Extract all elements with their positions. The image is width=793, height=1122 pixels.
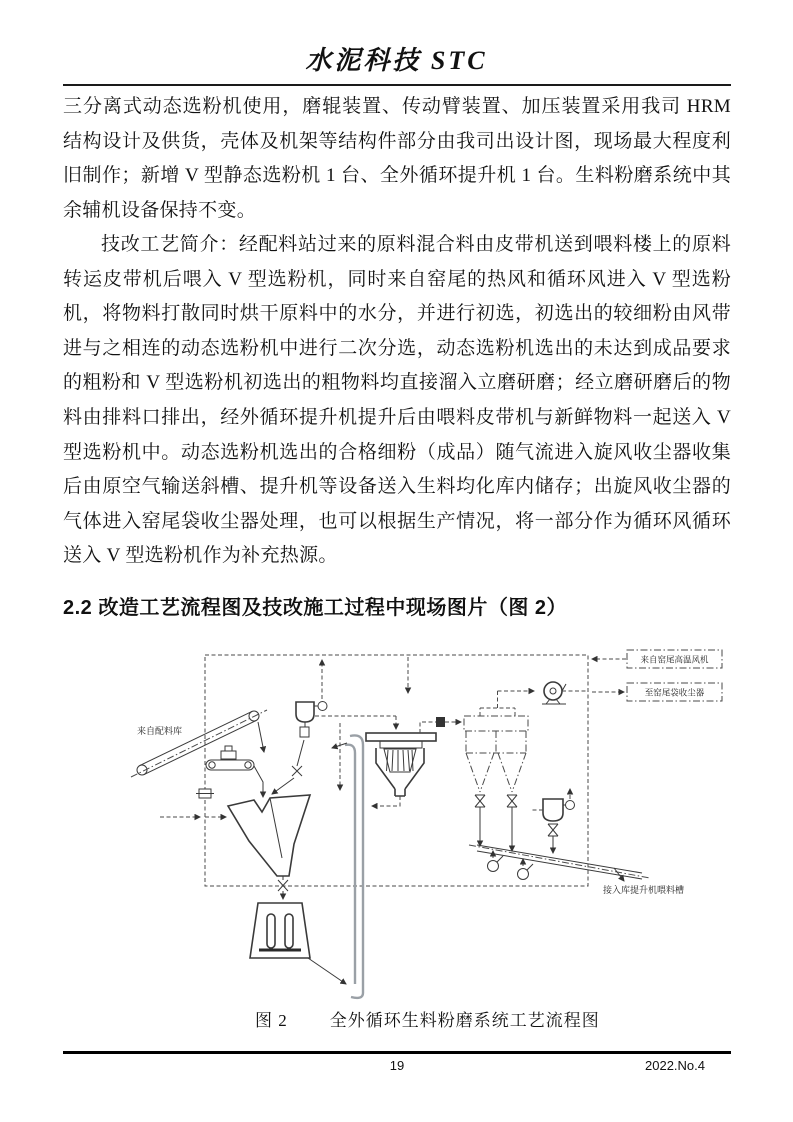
label-from-batching: 来自配料库: [137, 726, 183, 736]
cyclone-collectors: [464, 691, 534, 851]
journal-title: 水泥科技 STC: [305, 46, 488, 75]
slide-feed-hopper: [530, 789, 575, 853]
footer-page-number: 19: [389, 1058, 405, 1073]
vertical-roller-mill: [250, 903, 346, 984]
section-heading: 2.2 改造工艺流程图及技改施工过程中现场图片（图 2）: [63, 597, 568, 619]
label-to-bag-filter: 至窑尾袋收尘器: [644, 687, 705, 698]
process-flow-diagram: [110, 640, 750, 1008]
bucket-elevator: [332, 735, 363, 998]
label-from-kiln-fan: 来自窑尾高温风机: [640, 654, 709, 665]
footer-rule: [63, 1051, 731, 1054]
dynamic-separator: [366, 716, 461, 806]
feed-bin: [272, 702, 327, 795]
label-to-silo-elevator: 接入库提升机喂料槽: [603, 885, 685, 895]
v-separator: [228, 716, 396, 899]
feed-belt-conveyors: [131, 710, 267, 797]
figure-caption-title: 全外循环生料粉磨系统工艺流程图: [329, 1011, 600, 1030]
footer-issue: 2022.No.4: [645, 1058, 705, 1073]
body-paragraph-1: 三分离式动态选粉机使用，磨辊装置、传动臂装置、加压装置采用我司 HRM 结构设计及供货，壳体及机架等结构件部分由我司出设计图，现场最大程度利旧制作；新增 V 型静态选粉机 1 台、全外循环提升机 1 台。生料粉磨系统中其余辅机设备保持不变。: [63, 96, 731, 221]
figure-caption: [255, 1006, 600, 1031]
external-connections: [592, 650, 722, 701]
body-paragraph-2: 技改工艺简介：经配料站过来的原料混合料由皮带机送到喂料楼上的原料转运皮带机后喂入 V 型选粉机，同时来自窑尾的热风和循环风进入 V 型选粉机，将物料打散同时烘干原料中的水分，并进行初选，初选出的较细粉由风带进与之相连的动态选粉机中进行二次分选，动态选粉机选出的未达到成品要求的粗粉和 V 型选粉机初选出的粗物料均直接溜入立磨研磨；经立磨研磨后的物料由排料口排出，经外循环提升机提升后由喂料皮带机与新鲜物料一起送入 V 型选粉机中。动态选粉机选出的合格细粉（成品）随气流进入旋风收尘器收集后由原空气输送斜槽、提升机等设备送入生料均化库内储存；出旋风收尘器的气体进入窑尾袋收尘器处理，也可以根据生产情况，将一部分作为循环风循环送入 V 型选粉机作为补充热源。: [63, 234, 731, 567]
air-slide: [469, 845, 684, 895]
figure-caption-label: 图 2: [255, 1011, 288, 1030]
system-fan: [542, 682, 588, 704]
header-rule: [63, 84, 731, 86]
